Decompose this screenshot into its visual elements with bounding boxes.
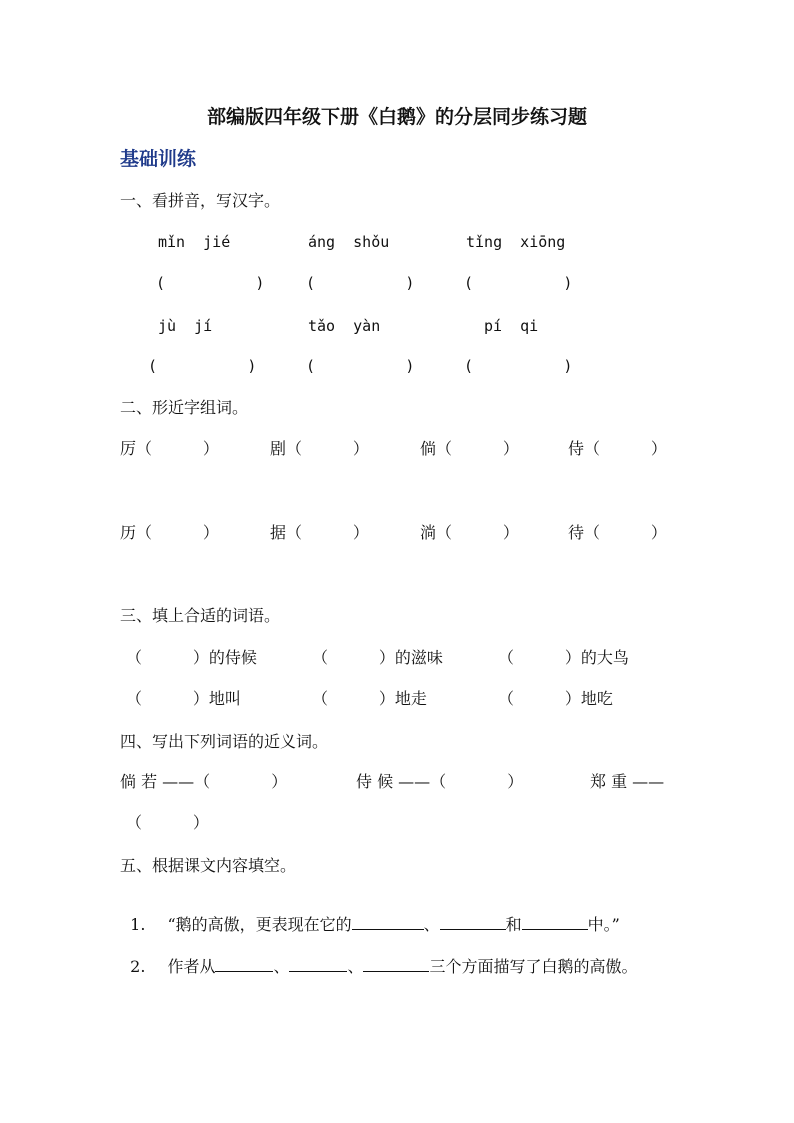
question-1-heading: 一、看拼音，写汉字。 bbox=[120, 191, 281, 210]
answer-paren[interactable]: ( ) bbox=[306, 274, 415, 292]
pinyin-5: tǎo yàn bbox=[308, 317, 381, 335]
sentence-text: 、 bbox=[273, 957, 290, 976]
sentence-text: “鹅的高傲，更表现在它的 bbox=[167, 915, 352, 934]
fill-item[interactable]: （ ）的滋味 bbox=[312, 648, 443, 667]
pinyin-4: jù jí bbox=[158, 317, 213, 335]
synonym-item[interactable]: 侍 候 ——（ ） bbox=[356, 772, 524, 791]
pinyin-1: mǐn jié bbox=[158, 233, 231, 251]
question-4-heading: 四、写出下列词语的近义词。 bbox=[120, 732, 329, 751]
word-item[interactable]: 历（ ） bbox=[120, 523, 219, 542]
item-number: 2. bbox=[130, 957, 146, 976]
word-item[interactable]: 侍（ ） bbox=[568, 439, 667, 458]
fill-item[interactable]: （ ）地走 bbox=[312, 689, 427, 708]
fill-item[interactable]: （ ）地吃 bbox=[498, 689, 613, 708]
answer-paren[interactable]: ( ) bbox=[306, 357, 415, 375]
sentence-text: 、 bbox=[347, 957, 364, 976]
word-item[interactable]: 剧（ ） bbox=[270, 439, 369, 458]
word-item[interactable]: 据（ ） bbox=[270, 523, 369, 542]
synonym-item: 郑 重 —— bbox=[590, 772, 665, 791]
sentence-text: 中。” bbox=[587, 915, 620, 934]
question-5-heading: 五、根据课文内容填空。 bbox=[120, 856, 297, 875]
sentence-text: 和 bbox=[505, 915, 522, 934]
synonym-answer[interactable]: （ ） bbox=[126, 813, 209, 832]
word-item[interactable]: 厉（ ） bbox=[120, 439, 219, 458]
answer-blank[interactable] bbox=[289, 957, 347, 972]
fill-item[interactable]: （ ）地叫 bbox=[126, 689, 241, 708]
answer-blank[interactable] bbox=[215, 957, 273, 972]
fill-item[interactable]: （ ）的大鸟 bbox=[498, 648, 629, 667]
section-heading: 基础训练 bbox=[120, 148, 197, 170]
answer-blank[interactable] bbox=[352, 915, 424, 930]
question-2-heading: 二、形近字组词。 bbox=[120, 398, 249, 417]
answer-paren[interactable]: ( ) bbox=[464, 274, 573, 292]
word-item[interactable]: 待（ ） bbox=[568, 523, 667, 542]
fill-item[interactable]: （ ）的侍候 bbox=[126, 648, 257, 667]
answer-paren[interactable]: ( ) bbox=[156, 274, 265, 292]
question-3-heading: 三、填上合适的词语。 bbox=[120, 606, 281, 625]
answer-blank[interactable] bbox=[363, 957, 429, 972]
answer-blank[interactable] bbox=[440, 915, 506, 930]
answer-blank[interactable] bbox=[522, 915, 588, 930]
word-item[interactable]: 倘（ ） bbox=[420, 439, 519, 458]
answer-paren[interactable]: ( ) bbox=[464, 357, 573, 375]
answer-paren[interactable]: ( ) bbox=[148, 357, 257, 375]
item-number: 1. bbox=[130, 915, 146, 934]
pinyin-3: tǐng xiōng bbox=[466, 233, 566, 251]
word-item[interactable]: 淌（ ） bbox=[420, 523, 519, 542]
fill-sentence-2 bbox=[120, 941, 638, 975]
sentence-text: 、 bbox=[423, 915, 440, 934]
pinyin-6: pí qi bbox=[484, 317, 539, 335]
fill-sentence-1 bbox=[120, 899, 620, 933]
sentence-text: 三个方面描写了白鹅的高傲。 bbox=[429, 957, 638, 976]
sentence-text: 作者从 bbox=[167, 957, 216, 976]
pinyin-2: áng shǒu bbox=[308, 233, 390, 251]
page-title: 部编版四年级下册《白鹅》的分层同步练习题 bbox=[206, 106, 587, 128]
synonym-item[interactable]: 倘 若 ——（ ） bbox=[120, 772, 288, 791]
